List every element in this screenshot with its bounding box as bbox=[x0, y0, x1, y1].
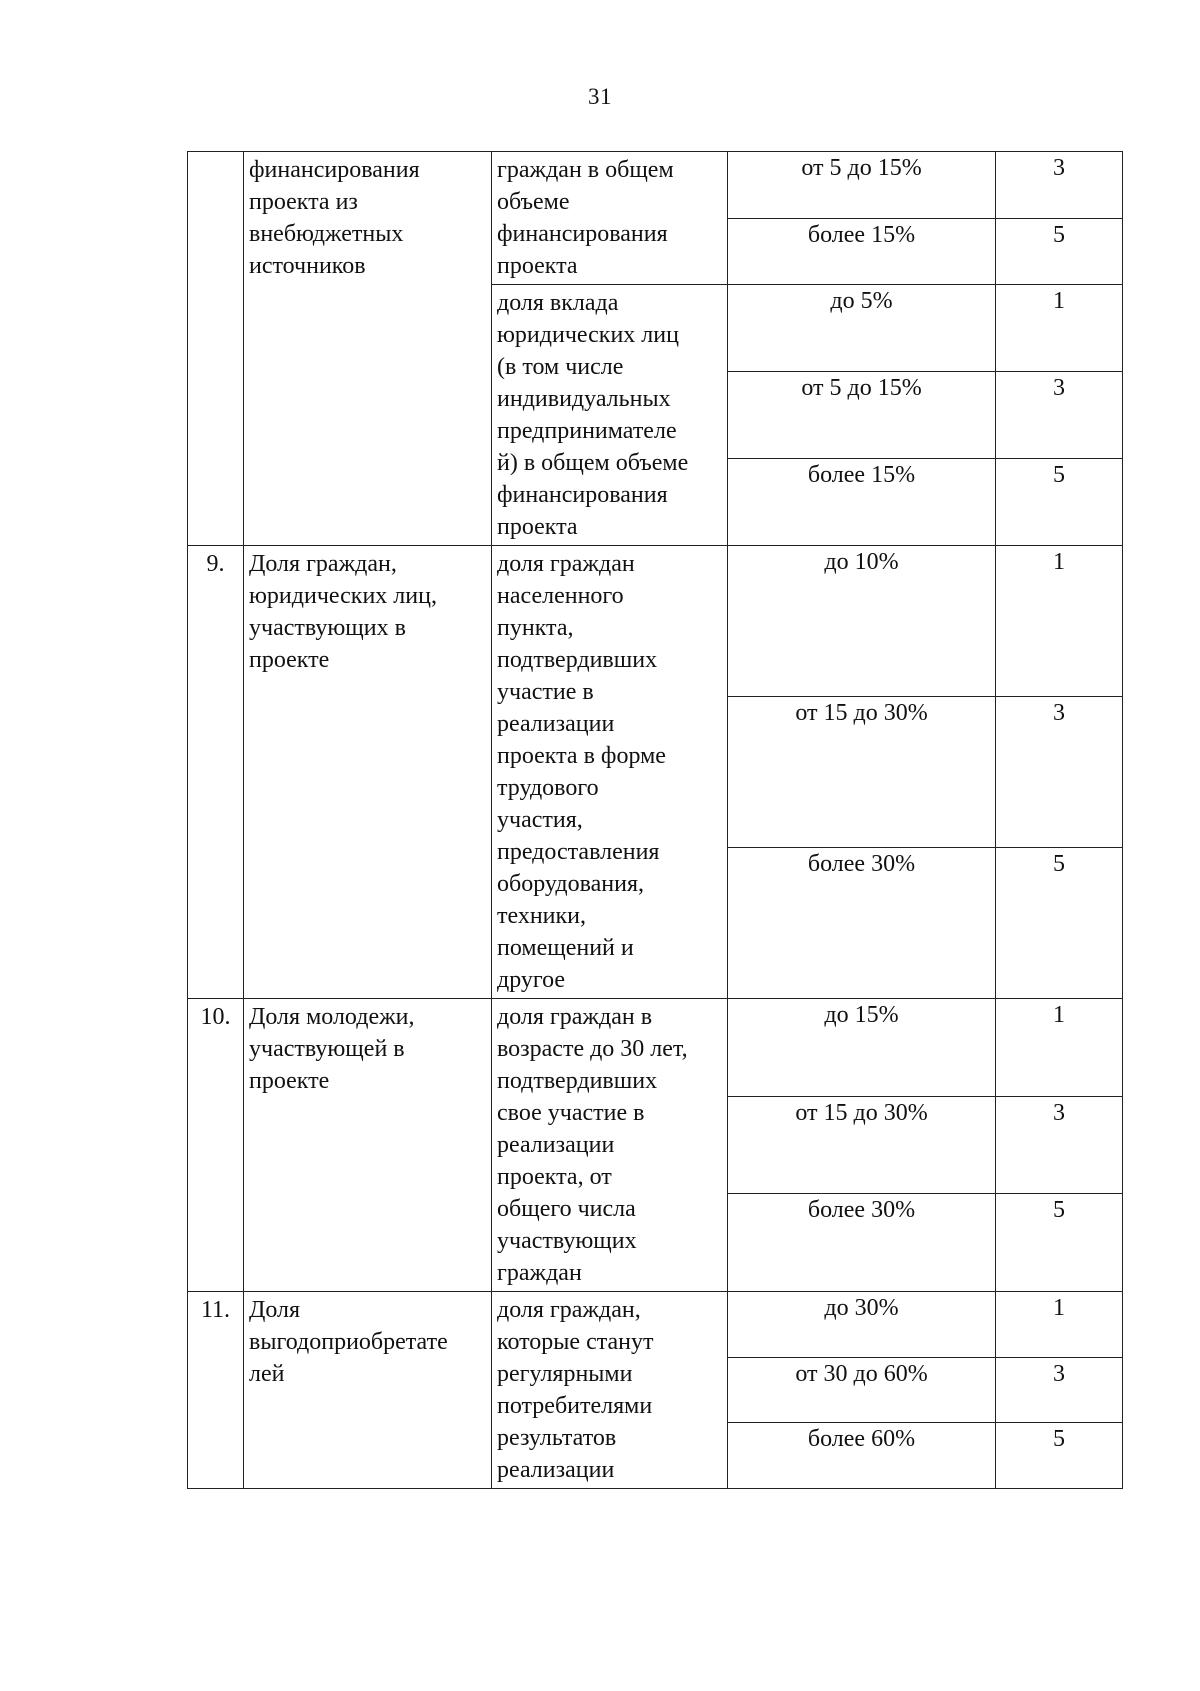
score-value: 3 bbox=[996, 372, 1123, 459]
value-range: более 60% bbox=[728, 1423, 996, 1489]
indicator-description: доля граждан в возрасте до 30 лет, подтвердивших свое участие в реализации проекта, от общего числа участвующих граждан bbox=[497, 1004, 688, 1286]
criterion-name: финансирования проекта из внебюджетных источников bbox=[249, 157, 420, 279]
criterion-name-cell bbox=[244, 152, 492, 546]
row-number bbox=[188, 152, 243, 156]
table-row bbox=[188, 1292, 1123, 1358]
indicator-description: доля граждан населенного пункта, подтвердивших участие в реализации проекта в форме трудового участия, предоставления оборудования, техники, помещений и другое bbox=[497, 551, 666, 993]
row-number-cell bbox=[188, 999, 244, 1292]
table-row bbox=[188, 999, 1123, 1097]
score-value: 1 bbox=[996, 999, 1123, 1097]
indicator-description: доля вклада юридических лиц (в том числе индивидуальных предпринимателе й) в общем объеме финансирования проекта bbox=[497, 290, 689, 540]
criterion-name: Доля граждан, юридических лиц, участвующих в проекте bbox=[249, 551, 437, 673]
row-number: 9. bbox=[206, 551, 225, 577]
value-range: от 15 до 30% bbox=[728, 697, 996, 848]
indicator-description: граждан в общем объеме финансирования проекта bbox=[497, 157, 674, 279]
criterion-name-cell bbox=[244, 999, 492, 1292]
criterion-name-cell bbox=[244, 546, 492, 999]
value-range: до 30% bbox=[728, 1292, 996, 1358]
value-range: до 5% bbox=[728, 285, 996, 372]
value-range: более 15% bbox=[728, 218, 996, 285]
score-value: 5 bbox=[996, 1194, 1123, 1292]
value-range: от 30 до 60% bbox=[728, 1357, 996, 1423]
score-value: 3 bbox=[996, 1096, 1123, 1194]
criterion-name: Доля выгодоприобретате лей bbox=[249, 1297, 448, 1387]
score-value: 5 bbox=[996, 218, 1123, 285]
value-range: от 15 до 30% bbox=[728, 1096, 996, 1194]
score-value: 1 bbox=[996, 1292, 1123, 1358]
row-number: 11. bbox=[200, 1297, 231, 1323]
page-number: 31 bbox=[588, 84, 612, 109]
value-range: до 15% bbox=[728, 999, 996, 1097]
indicator-description-cell bbox=[492, 999, 728, 1292]
value-range: более 30% bbox=[728, 1194, 996, 1292]
indicator-description-cell bbox=[492, 1292, 728, 1489]
criterion-name-cell bbox=[244, 1292, 492, 1489]
value-range: более 15% bbox=[728, 459, 996, 546]
value-range: от 5 до 15% bbox=[728, 152, 996, 219]
score-value: 5 bbox=[996, 848, 1123, 999]
row-number-cell bbox=[188, 1292, 244, 1489]
indicator-description-cell bbox=[492, 152, 728, 285]
score-value: 1 bbox=[996, 546, 1123, 697]
table-row bbox=[188, 546, 1123, 697]
criteria-table bbox=[187, 151, 1123, 1489]
score-value: 3 bbox=[996, 1357, 1123, 1423]
value-range: более 30% bbox=[728, 848, 996, 999]
indicator-description: доля граждан, которые станут регулярными потребителями результатов реализации bbox=[497, 1297, 654, 1483]
row-number-cell bbox=[188, 546, 244, 999]
score-value: 5 bbox=[996, 1423, 1123, 1489]
score-value: 3 bbox=[996, 697, 1123, 848]
row-number: 10. bbox=[200, 1004, 231, 1030]
score-value: 1 bbox=[996, 285, 1123, 372]
criterion-name: Доля молодежи, участвующей в проекте bbox=[249, 1004, 415, 1094]
table-row bbox=[188, 152, 1123, 219]
indicator-description-cell bbox=[492, 285, 728, 546]
indicator-description-cell bbox=[492, 546, 728, 999]
criteria-table-body bbox=[188, 152, 1123, 1489]
score-value: 5 bbox=[996, 459, 1123, 546]
score-value: 3 bbox=[996, 152, 1123, 219]
value-range: от 5 до 15% bbox=[728, 372, 996, 459]
row-number-cell bbox=[188, 152, 244, 546]
value-range: до 10% bbox=[728, 546, 996, 697]
